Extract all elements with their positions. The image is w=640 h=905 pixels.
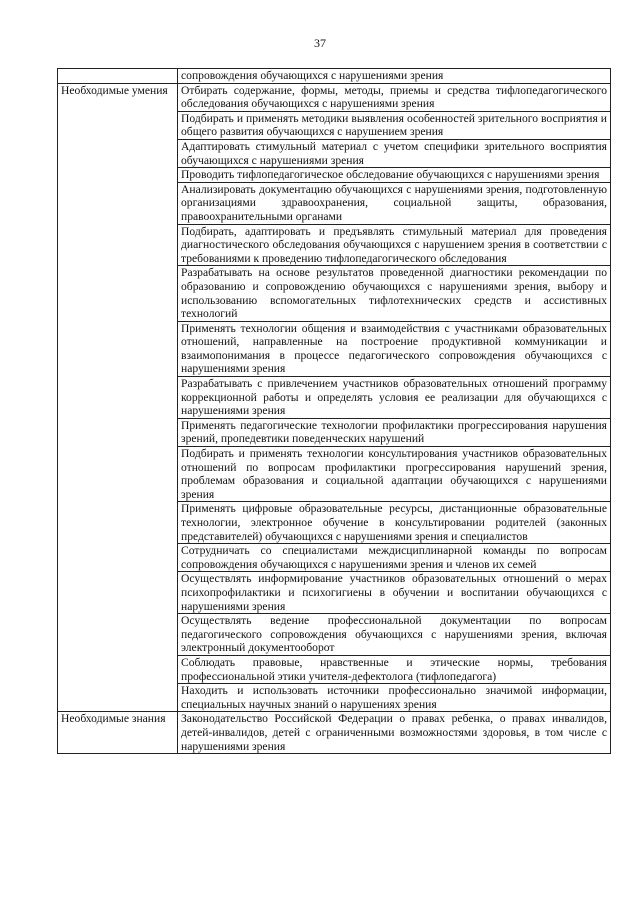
page-number: 37 [314,36,326,50]
table-row [58,69,611,84]
requirement-item [178,69,611,84]
table-row [58,83,611,111]
requirement-text: Адаптировать стимульный материал с учетом специфики зрительного восприятия обучающихся с нарушениями зрения [181,139,607,167]
requirement-item [178,111,611,139]
requirement-text: Разрабатывать на основе результатов проведенной диагностики рекомендации по образованию и сопровождению обучающихся с нарушениями зрения, выбору и использованию вспомогательных тифлотехнических средств и ассистивных технологий [181,266,607,321]
requirement-item [178,655,611,683]
requirement-item [178,321,611,376]
requirement-text: Законодательство Российской Федерации о правах ребенка, о правах инвалидов, детей-инвалидов, детей с ограниченными возможностями здоровья, в том числе с нарушениями зрения [181,712,607,753]
row-label: Необходимые знания [58,712,178,754]
requirement-item [178,168,611,183]
requirement-text: Применять технологии общения и взаимодействия с участниками образовательных отношений, направленные на построение продуктивной коммуникации и взаимопонимания в процессе педагогического сопровождения обучающихся с нарушениями зрения [181,321,607,376]
requirement-item [178,182,611,224]
requirement-text: Проводить тифлопедагогическое обследование обучающихся с нарушениями зрения [181,168,600,182]
requirement-text: Применять педагогические технологии профилактики прогрессирования нарушения зрений, пропедевтики поведенческих нарушений [181,418,607,446]
requirement-item [178,614,611,656]
requirement-text: Подбирать, адаптировать и предъявлять стимульный материал для проведения диагностического обследования обучающихся с нарушением зрения в соответствии с требованиями к проведению тифлопедагогического обследования [181,224,607,265]
requirement-text: Находить и использовать источники профессионально значимой информации, специальных научных знаний о нарушениях зрения [181,684,607,711]
requirement-item [178,83,611,111]
requirements-table [57,68,611,754]
requirement-text: Отбирать содержание, формы, методы, приемы и средства тифлопедагогического обследования обучающихся с нарушениями зрения [181,83,607,111]
requirement-item [178,224,611,266]
requirement-text: Подбирать и применять технологии консультирования участников образовательных отношений по вопросам профилактики прогрессирования нарушений зрения, проблемам образования и социальной адаптации обучающихся с нарушениями зрения [181,447,607,501]
requirement-item [178,502,611,544]
requirement-text: Сотрудничать со специалистами междисциплинарной команды по вопросам сопровождения обучающихся с нарушениями зрения и членов их семей [181,544,607,571]
requirement-item [178,418,611,446]
requirements-table-body [58,69,611,754]
requirement-text: Осуществлять информирование участников образовательных отношений о мерах психопрофилактики и психогигиены в обучении и воспитании обучающихся с нарушениями зрения [181,572,607,613]
row-label: Необходимые умения [58,83,178,712]
row-label [58,69,178,84]
requirement-item [178,544,611,572]
requirement-item [178,266,611,321]
requirement-text: Разрабатывать с привлечением участников образовательных отношений программу коррекционной работы и определять условия ее реализации для обучающихся с нарушениями зрения [181,377,607,418]
table-row [58,712,611,754]
requirement-text: Осуществлять ведение профессиональной документации по вопросам педагогического сопровождения обучающихся с нарушениями зрения, включая электронный документооборот [181,614,607,655]
requirement-text: Применять цифровые образовательные ресурсы, дистанционные образовательные технологии, электронное обучение в консультировании родителей (законных представителей) обучающихся с нарушениями зрения и специалистов [181,502,607,543]
requirement-item [178,139,611,167]
requirement-item [178,684,611,712]
requirement-item [178,712,611,754]
requirement-item [178,572,611,614]
requirement-text: сопровождения обучающихся с нарушениями зрения [181,69,444,82]
requirement-item [178,377,611,419]
requirement-text: Подбирать и применять методики выявления особенностей зрительного восприятия и общего развития обучающихся с нарушением зрения [181,111,607,139]
requirement-item [178,447,611,502]
requirement-text: Соблюдать правовые, нравственные и этические нормы, требования профессиональной этики учителя-дефектолога (тифлопедагога) [181,655,607,683]
requirement-text: Анализировать документацию обучающихся с нарушениями зрения, подготовленную организациями здравоохранения, социальной защиты, образования, правоохранительными органами [181,182,607,223]
